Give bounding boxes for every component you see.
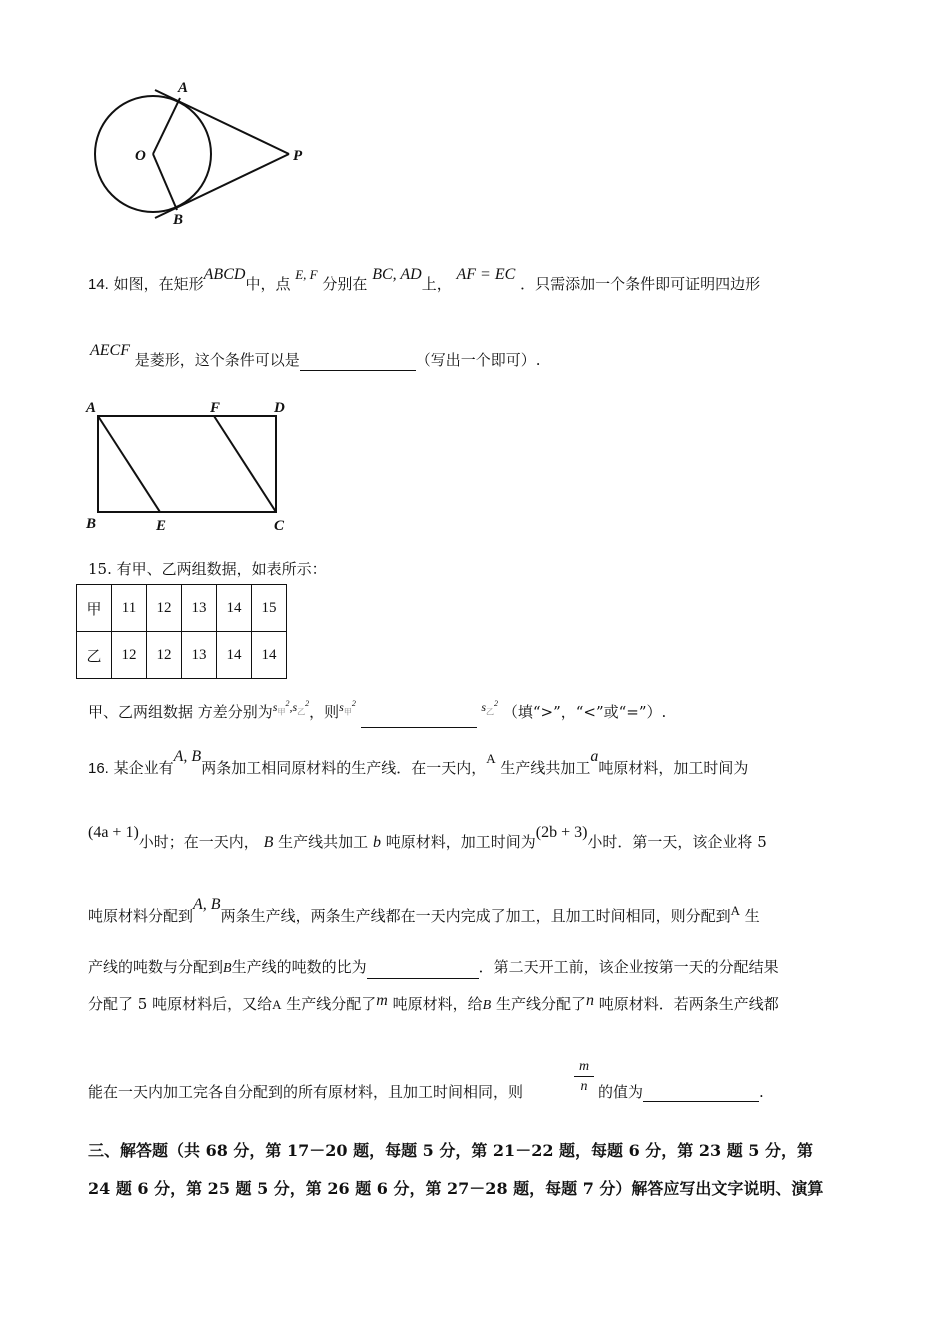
q14-text: 中，点 (245, 275, 291, 293)
s-symbol: s (292, 700, 298, 714)
label-f: F (210, 400, 221, 416)
segment-ae (98, 416, 160, 512)
q14-text: 上， (421, 275, 452, 293)
s-symbol: s (481, 700, 487, 714)
label-b: B (86, 516, 97, 532)
table-cell: 12 (147, 585, 182, 632)
q15-text: 甲、乙两组数据 方差分别为 (88, 703, 273, 721)
q16-expr1: (4a + 1) (88, 824, 139, 841)
table-cell: 11 (112, 585, 147, 632)
q16-text: 产线的吨数与分配到 (88, 958, 224, 976)
q16-text: 生产线分配了 (495, 995, 586, 1013)
radius-ob (153, 154, 177, 210)
q15-text: ，则 (309, 703, 340, 721)
q16-text: 生产线分配了 (286, 995, 377, 1013)
q16-text: 的值为 (598, 1083, 644, 1101)
q16-line6-tail (598, 1082, 764, 1102)
q16-text: 吨原材料．若两条生产线都 (598, 995, 779, 1013)
circle-tangent-figure (85, 80, 315, 230)
label-e: E (156, 518, 167, 534)
table-row (77, 585, 287, 632)
q14-text: 如图，在矩形 (113, 275, 204, 293)
q15-question (88, 700, 666, 728)
label-a: A (86, 400, 97, 416)
section3-line1: 三、解答题（共 68 分，第 17－20 题，每题 5 分，第 21－22 题，每题 6 分，第 23 题 5 分，第 (88, 1141, 813, 1160)
sup-2: 2 (494, 699, 499, 708)
q15-variance-jia (339, 699, 356, 717)
q16-ab: A, B (173, 748, 202, 765)
q14-math: ABCD (203, 266, 246, 283)
q16-b: B (263, 834, 274, 851)
q16-number: 16. (88, 760, 109, 777)
q16-var-b: b (372, 834, 381, 851)
q14-text: 分别在 (322, 275, 368, 293)
q16-var-a: a (590, 748, 599, 765)
q14-text: （写出一个即可）. (415, 351, 541, 369)
q16-expr2: (2b + 3) (535, 824, 588, 841)
label-p: P (293, 148, 303, 164)
table-cell: 乙 (77, 632, 112, 679)
subscript-jia: 甲 (277, 707, 286, 717)
q16-n: n (586, 992, 594, 1009)
q16-text: 小时．第一天，该企业将 5 (587, 833, 767, 851)
q16-text: 分配了 5 吨原材料后，又给 (88, 995, 273, 1013)
q16-a: A (730, 903, 740, 918)
q15-title: 15. 有甲、乙两组数据，如表所示： (88, 560, 327, 578)
q16-line6 (88, 1082, 523, 1102)
q16-text: 吨原材料分配到 (88, 907, 194, 925)
fraction-numerator: m (574, 1058, 594, 1077)
fraction-denominator: n (580, 1079, 588, 1094)
q16-text: 两条生产线，两条生产线都在一天内完成了加工，且加工时间相同，则分配到 (220, 907, 731, 925)
q16-a: A (486, 751, 496, 766)
q15-text: （填“>”，“<”或“=”）. (502, 703, 667, 721)
segment-fc (214, 416, 276, 512)
table-cell: 13 (182, 632, 217, 679)
q14-text: 是菱形，这个条件可以是 (134, 351, 300, 369)
q16-text: 吨原材料，给 (392, 995, 483, 1013)
q16-b: B (223, 961, 232, 976)
q16-a: A (272, 997, 282, 1012)
label-o: O (135, 148, 146, 164)
q16-text: 吨原材料，加工时间为 (385, 833, 536, 851)
table-cell: 14 (217, 585, 252, 632)
table-cell: 甲 (77, 585, 112, 632)
sup-2: 2 (285, 699, 290, 708)
q14-line2 (90, 342, 541, 371)
q14-math: BC, AD (372, 266, 422, 283)
q16-m: m (376, 992, 388, 1009)
q16-text: 生产线的吨数的比为 (231, 958, 367, 976)
q16-ab: A, B (193, 896, 221, 913)
q16-text: 生产线共加工 (278, 833, 369, 851)
q16-text: . (759, 1083, 764, 1101)
q16-text: 两条加工相同原材料的生产线．在一天内， (201, 759, 487, 777)
q14-line1 (88, 266, 761, 295)
q15-comma: , (289, 700, 293, 714)
table-cell: 14 (252, 632, 287, 679)
q16-text: 某企业有 (113, 759, 174, 777)
q16-line1 (88, 748, 749, 779)
q16-line5 (88, 994, 779, 1016)
q15-variance-yi (292, 699, 310, 717)
s-symbol: s (272, 700, 278, 714)
table-cell: 15 (252, 585, 287, 632)
q14-number: 14. (88, 276, 109, 293)
q15-variance-jia (272, 699, 293, 717)
q14-math: AF = EC (456, 266, 516, 283)
label-b: B (173, 212, 184, 228)
table-cell: 14 (217, 632, 252, 679)
section3-line2: 24 题 6 分，第 25 题 5 分，第 26 题 6 分，第 27－28 题，每题 7 分）解答应写出文字说明、演算 (88, 1179, 824, 1198)
tangent-line-b (155, 154, 289, 218)
q16-text: 能在一天内加工完各自分配到的所有原材料，且加工时间相同，则 (88, 1083, 524, 1101)
rectangle-figure (84, 396, 296, 534)
q16-text: 吨原材料，加工时间为 (598, 759, 749, 777)
q16-b: B (482, 998, 492, 1013)
q16-text: 小时；在一天内， (138, 833, 259, 851)
sup-2: 2 (351, 699, 356, 708)
subscript-yi: 乙 (297, 707, 306, 717)
q14-math: AECF (90, 342, 130, 359)
subscript-jia: 甲 (343, 707, 352, 717)
table-row (77, 632, 287, 679)
table-cell: 13 (182, 585, 217, 632)
label-d: D (274, 400, 285, 416)
q14-text: ．只需添加一个条件即可证明四边形 (520, 275, 761, 293)
q16-line3 (88, 896, 760, 927)
s-symbol: s (339, 700, 344, 714)
q14-math: E, F (295, 267, 318, 282)
q15-variance-yi (481, 699, 499, 717)
sup-2: 2 (305, 699, 310, 708)
q16-text: 生产线共加工 (500, 759, 591, 777)
rectangle-abcd (98, 416, 276, 512)
q16-text: ．第二天开工前，该企业按第一天的分配结果 (478, 958, 779, 976)
q16-line4 (88, 957, 779, 979)
q16-ratio-blank[interactable] (367, 964, 479, 979)
q15-answer-blank[interactable] (361, 713, 477, 728)
q16-line2 (88, 824, 767, 853)
q16-text: 生 (744, 907, 760, 925)
subscript-yi: 乙 (486, 707, 495, 717)
label-c: C (274, 518, 285, 534)
q14-answer-blank[interactable] (300, 352, 416, 371)
q16-value-blank[interactable] (643, 1087, 759, 1102)
table-cell: 12 (147, 632, 182, 679)
label-a: A (178, 80, 189, 96)
table-cell: 12 (112, 632, 147, 679)
q15-data-table (76, 584, 287, 679)
radius-oa (153, 98, 180, 154)
q16-fraction (574, 1058, 594, 1097)
tangent-line-a (155, 90, 289, 154)
